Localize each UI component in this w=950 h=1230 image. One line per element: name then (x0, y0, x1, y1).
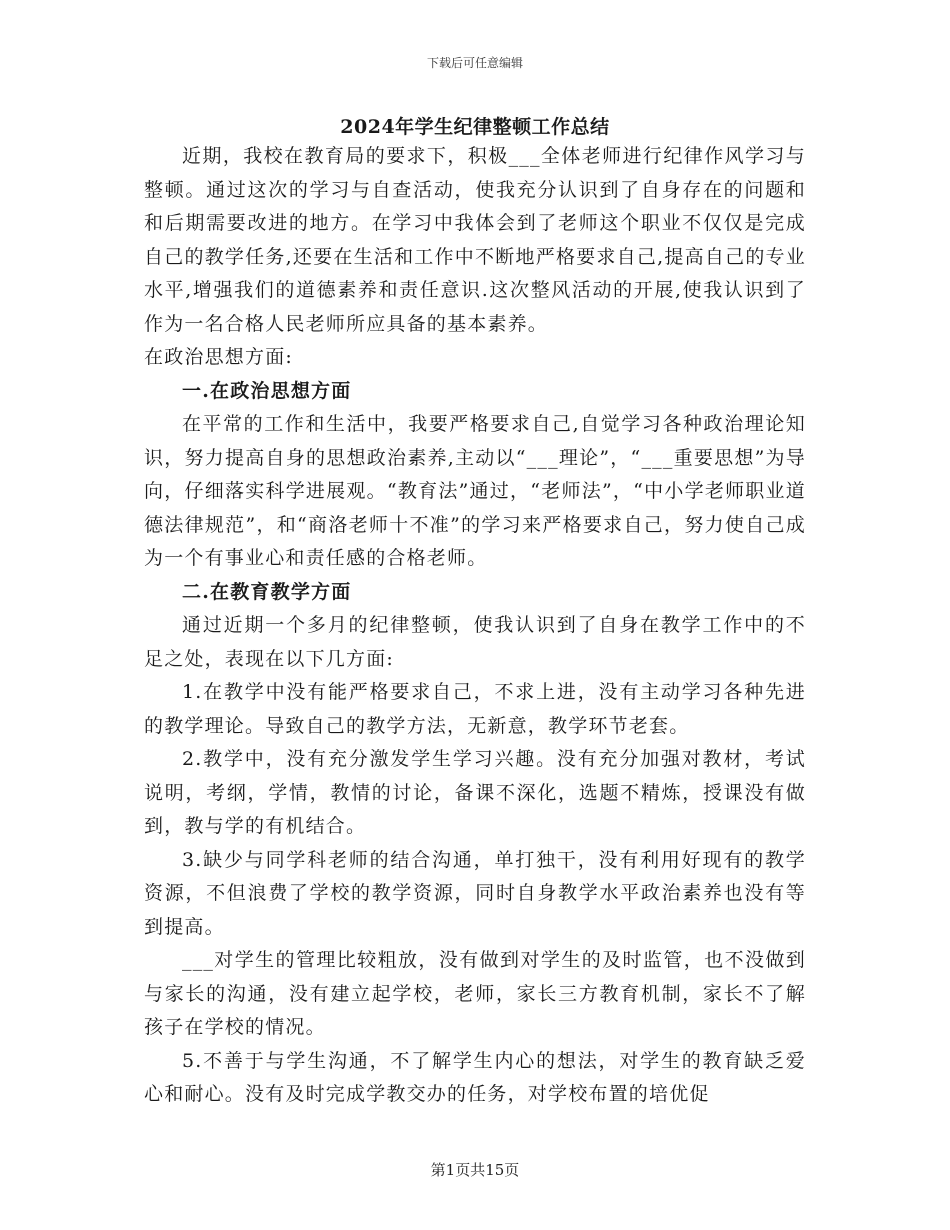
intro-tail: 在政治思想方面: (144, 346, 294, 368)
list-item: 3.缺少与同学科老师的结合沟通，单打独干，没有利用好现有的教学资源，不但浪费了学校的教学资源，同时自身教学水平政治素养也没有等到提高。 (144, 848, 806, 938)
header-note: 下载后可任意编辑 (426, 56, 523, 70)
document-title: 2024年学生纪律整顿工作总结 (340, 116, 610, 138)
document-body (144, 140, 806, 1112)
section-heading-teaching: 二.在教育教学方面 (182, 580, 352, 603)
list-item: 5.不善于与学生沟通，不了解学生内心的想法，对学生的教育缺乏爱心和耐心。没有及时完成学教交办的任务，对学校布置的培优促 (144, 1049, 806, 1105)
intro-paragraph: 近期，我校在教育局的要求下，积极___全体老师进行纪律作风学习与整顿。通过这次的学习与自查活动，使我充分认识到了自身存在的问题和和后期需要改进的地方。在学习中我体会到了老师这个职业不仅仅是完成自己的教学任务,还要在生活和工作中不断地严格要求自己,提高自己的专业水平,增强我们的道德素养和责任意识.这次整风活动的开展,使我认识到了作为一名合格人民老师所应具备的基本素养。 (144, 145, 806, 335)
list-item: ___对学生的管理比较粗放，没有做到对学生的及时监管，也不没做到与家长的沟通，没有建立起学校，老师，家长三方教育机制，家长不了解孩子在学校的情况。 (144, 949, 806, 1038)
list-item: 1.在教学中没有能严格要求自己，不求上进，没有主动学习各种先进的教学理论。导致自己的教学方法，无新意，教学环节老套。 (144, 681, 806, 737)
page-footer: 第1页共15页 (430, 1161, 520, 1179)
list-item: 2.教学中，没有充分激发学生学习兴趣。没有充分加强对教材，考试说明，考纲，学情，教情的讨论，备课不深化，选题不精炼，授课没有做到，教与学的有机结合。 (144, 748, 806, 837)
section-paragraph-politics: 在平常的工作和生活中，我要严格要求自己,自觉学习各种政治理论知识，努力提高自身的思想政治素养,主动以“___理论”，“___重要思想”为导向，仔细落实科学进展观。“教育法”通过，“老师法”，“中小学老师职业道德法律规范”，和“商洛老师十不准”的学习来严格要求自己，努力使自己成为一个有事业心和责任感的合格老师。 (144, 413, 806, 569)
section-heading-politics: 一.在政治思想方面 (182, 379, 352, 402)
section-paragraph-teaching: 通过近期一个多月的纪律整顿，使我认识到了自身在教学工作中的不足之处，表现在以下几方面: (144, 614, 806, 670)
